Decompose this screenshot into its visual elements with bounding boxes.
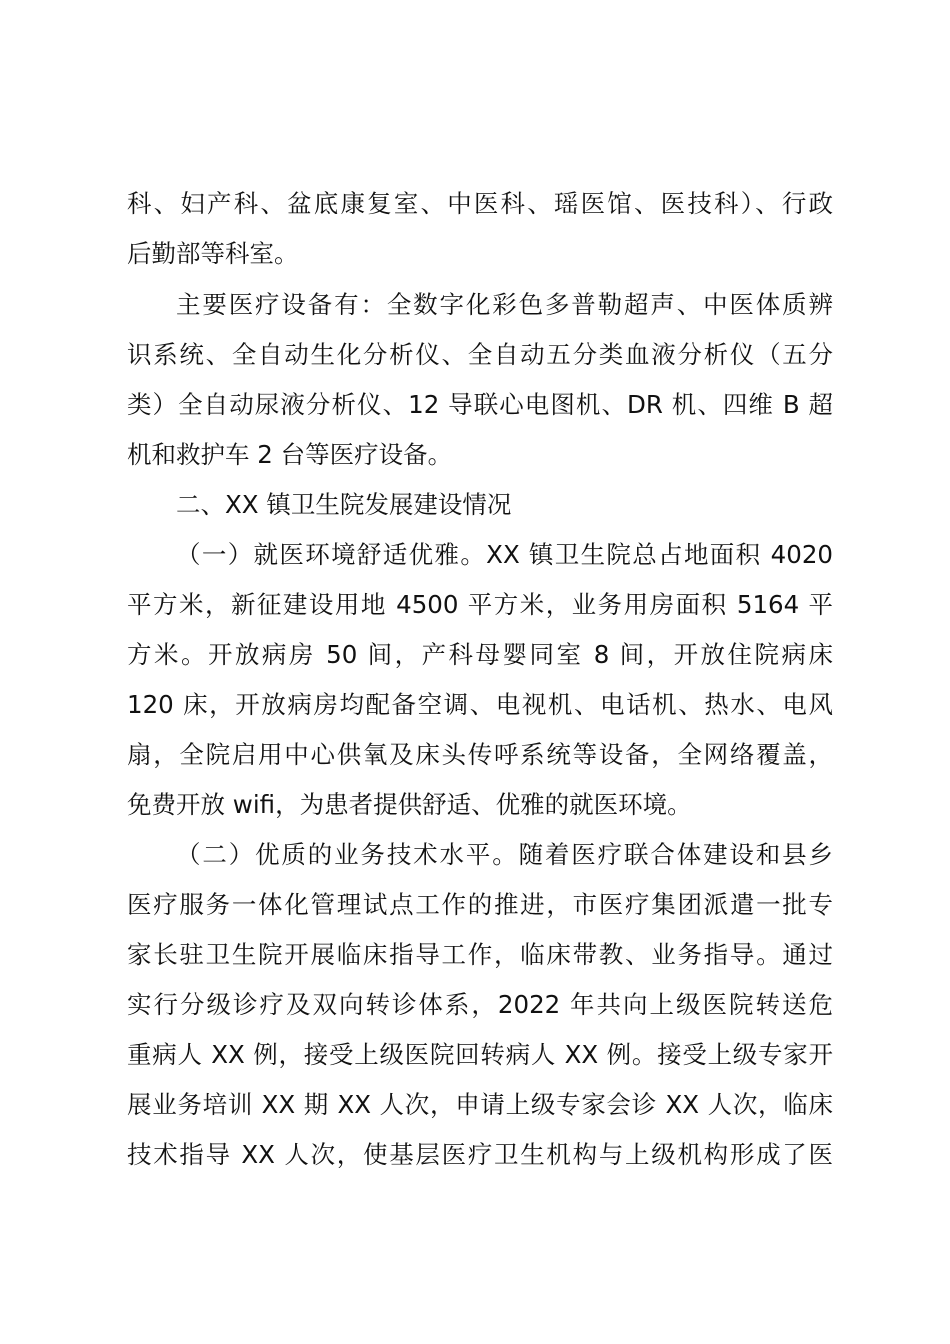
text-line: 重病人 XX 例，接受上级医院回转病人 XX 例。接受上级专家开 (127, 1040, 833, 1069)
text-line: 方米。开放病房 50 间，产科母婴同室 8 间，开放住院病床 (127, 640, 833, 669)
text-line: 科、妇产科、盆底康复室、中医科、瑶医馆、医技科）、行政 (127, 189, 833, 218)
text-line: 后勤部等科室。 (127, 239, 299, 268)
text-line: 识系统、全自动生化分析仪、全自动五分类血液分析仪（五分 (127, 340, 833, 369)
text-line: 类）全自动尿液分析仪、12 导联心电图机、DR 机、四维 B 超 (127, 390, 833, 419)
text-line: 机和救护车 2 台等医疗设备。 (127, 440, 453, 469)
text-line: 技术指导 XX 人次，使基层医疗卫生机构与上级机构形成了医 (127, 1140, 833, 1169)
paragraph-start-line: （一）就医环境舒适优雅。XX 镇卫生院总占地面积 4020 (176, 540, 833, 569)
text-line: 医疗服务一体化管理试点工作的推进，市医疗集团派遣一批专 (127, 890, 833, 919)
text-line: 实行分级诊疗及双向转诊体系，2022 年共向上级医院转送危 (127, 990, 833, 1019)
text-line: 家长驻卫生院开展临床指导工作，临床带教、业务指导。通过 (127, 940, 833, 969)
paragraph-start-line: （二）优质的业务技术水平。随着医疗联合体建设和县乡 (176, 840, 833, 869)
text-line: 120 床，开放病房均配备空调、电视机、电话机、热水、电风 (127, 690, 833, 719)
text-line: 展业务培训 XX 期 XX 人次，申请上级专家会诊 XX 人次，临床 (127, 1090, 833, 1119)
text-line: 免费开放 wifi，为患者提供舒适、优雅的就医环境。 (127, 790, 692, 819)
section-heading: 二、XX 镇卫生院发展建设情况 (176, 490, 512, 519)
text-line: 平方米，新征建设用地 4500 平方米，业务用房面积 5164 平 (127, 590, 833, 619)
text-line: 扇，全院启用中心供氧及床头传呼系统等设备，全网络覆盖， (127, 740, 833, 769)
paragraph-start-line: 主要医疗设备有：全数字化彩色多普勒超声、中医体质辨 (176, 290, 833, 319)
